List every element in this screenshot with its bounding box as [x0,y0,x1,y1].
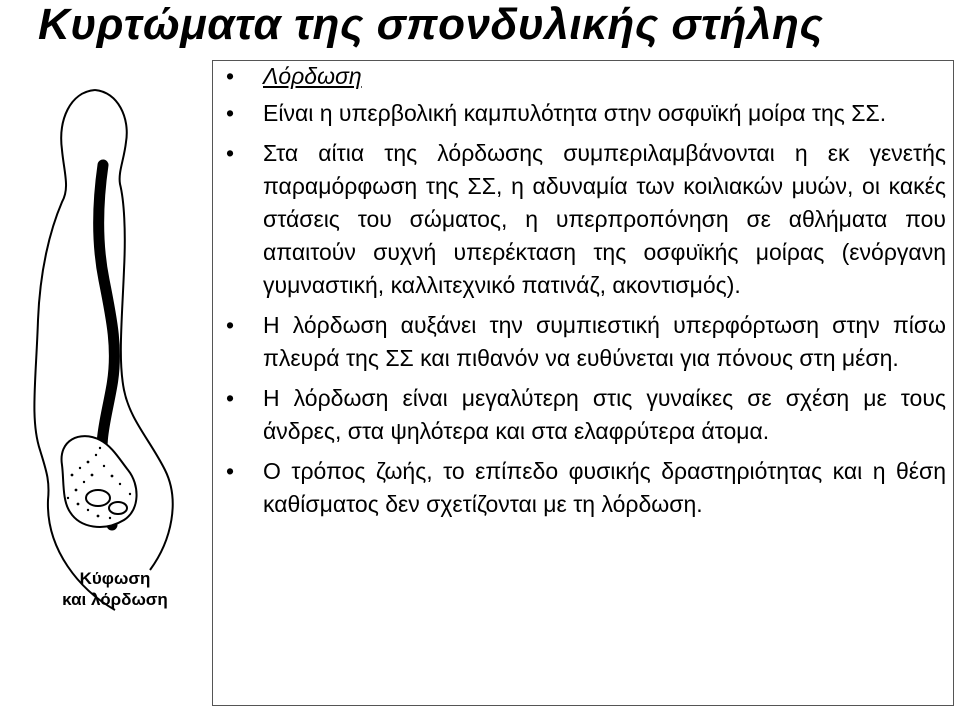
figure-caption [45,568,185,610]
figure-caption-line1: Κύφωση [79,569,151,588]
bullet-item [226,60,946,93]
figure-caption-line2: και λόρδωση [62,590,168,609]
bullet-item: • Η λόρδωση είναι μεγαλύτερη στις γυναίκες σε σχέση με τους άνδρες, στα ψηλότερα και στα ελαφρύτερα άτομα. [226,382,946,448]
topic-label: Λόρδωση [263,63,362,89]
bullet-list [226,60,946,528]
bullet-item: • Στα αίτια της λόρδωσης συμπεριλαμβάνονται η εκ γενετής παραμόρφωση της ΣΣ, η αδυναμία των κοιλιακών μυών, οι κακές στάσεις του σώματος, η υπερπροπόνηση σε αθλήματα που απαιτούν συχνή υπερέκταση της οσφυϊκής μοίρας (ενόργανη γυμναστική, καλλιτεχνικό πατινάζ, ακοντισμός). [226,137,946,302]
slide-title: Κυρτώματα της σπονδυλικής στήλης [38,0,824,49]
bullet-item: • Ο τρόπος ζωής, το επίπεδο φυσικής δραστηριότητας και η θέση καθίσματος δεν σχετίζονται με τη λόρδωση. [226,455,946,521]
bullet-item: • Η λόρδωση αυξάνει την συμπιεστική υπερφόρτωση στην πίσω πλευρά της ΣΣ και πιθανόν να ευθύνεται για πόνους στη μέση. [226,309,946,375]
spine-curvature-illustration [0,80,215,640]
bullet-item: • Είναι η υπερβολική καμπυλότητα στην οσφυϊκή μοίρα της ΣΣ. [226,97,946,130]
